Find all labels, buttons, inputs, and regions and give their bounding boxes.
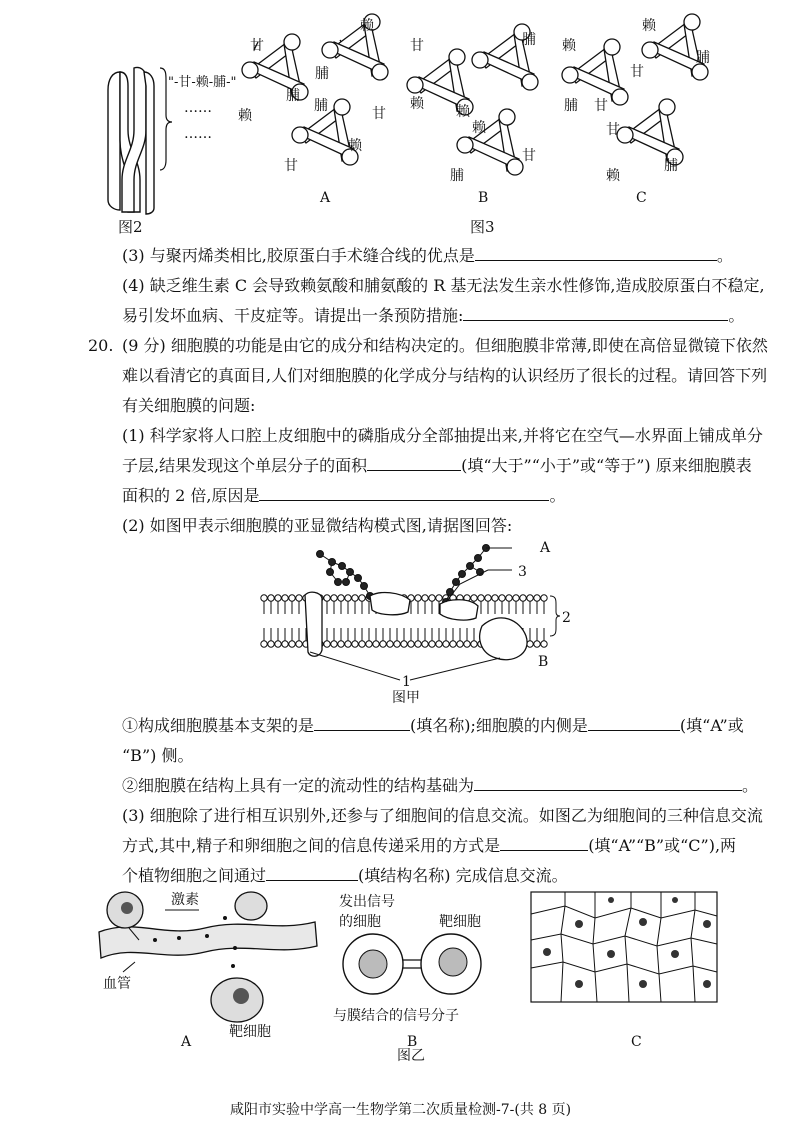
yi-label-a: A bbox=[181, 1034, 192, 1050]
label-B: B bbox=[538, 654, 549, 670]
q20-p1-line1: (1) 科学家将人口腔上皮细胞中的磷脂成分全部抽提出来,并将它在空气—水界面上铺成单分 bbox=[122, 426, 763, 445]
yi-hormone: 激素 bbox=[171, 892, 199, 908]
b-lys-1: 赖 bbox=[410, 96, 424, 112]
label-a: A bbox=[320, 190, 331, 206]
q19-p3: (3) 与聚丙烯类相比,胶原蛋白手术缝合线的优点是 。 bbox=[122, 246, 733, 265]
q20-p3-line3: 个植物细胞之间通过 (填结构名称) 完成信息交流。 bbox=[122, 866, 568, 885]
q20-s1-line1: ①构成细胞膜基本支架的是 (填名称);细胞膜的内侧是 (填“A”或 bbox=[122, 716, 744, 735]
fig-jia-caption: 图甲 bbox=[392, 690, 420, 706]
b-gly-2: 甘 bbox=[522, 148, 536, 164]
c-lys-3: 赖 bbox=[606, 168, 620, 184]
q19-p4-line1: (4) 缺乏维生素 C 会导致赖氨酸和脯氨酸的 R 基无法发生亲水性修饰,造成胶原蛋白不稳定, bbox=[122, 276, 765, 295]
figure-jia bbox=[250, 540, 590, 710]
q20-p2: (2) 如图甲表示细胞膜的亚显微结构模式图,请据图回答: bbox=[122, 516, 513, 535]
q20-p1-line3: 面积的 2 倍,原因是 。 bbox=[122, 486, 566, 505]
figure-2 bbox=[100, 20, 240, 235]
diagram-a bbox=[238, 14, 388, 206]
yi-label-b: B bbox=[407, 1034, 418, 1050]
q19-p3-blank[interactable] bbox=[475, 246, 717, 261]
c-gly-2: 甘 bbox=[630, 64, 644, 80]
yi-vessel: 血管 bbox=[103, 976, 131, 992]
b-pro-1: 脯 bbox=[522, 32, 536, 48]
page-footer: 咸阳市实验中学高一生物学第二次质量检测-7-(共 8 页) bbox=[230, 1102, 572, 1118]
a-lys-2: 赖 bbox=[360, 18, 374, 34]
a-gly-3: 甘 bbox=[284, 158, 298, 174]
c-pro-2: 脯 bbox=[696, 50, 710, 66]
fig2-dots-2: …… bbox=[184, 126, 212, 142]
b-gly-1: 甘 bbox=[410, 38, 424, 54]
fig-yi-caption: 图乙 bbox=[397, 1048, 425, 1064]
q20-p1-blank-1[interactable] bbox=[367, 456, 461, 471]
q20-number: 20. bbox=[88, 336, 114, 355]
b-lys-2: 赖 bbox=[456, 104, 470, 120]
q20-s1-line2: “B”) 侧。 bbox=[122, 746, 194, 765]
c-lys-1: 赖 bbox=[562, 38, 576, 54]
c-gly-1: 甘 bbox=[594, 98, 608, 114]
q20-s2: ②细胞膜在结构上具有一定的流动性的结构基础为 。 bbox=[122, 776, 759, 795]
figure-3 bbox=[230, 10, 710, 235]
a-pro-1: 脯 bbox=[286, 88, 300, 104]
label-b: B bbox=[478, 190, 489, 206]
q20-p3-line1: (3) 细胞除了进行相互识别外,还参与了细胞间的信息交流。如图乙为细胞间的三种信息交流 bbox=[122, 806, 763, 825]
fig2-sequence: "-甘-赖-脯-" bbox=[168, 75, 237, 90]
label-3: 3 bbox=[518, 564, 527, 580]
q20-s1-blank-1[interactable] bbox=[314, 716, 410, 731]
yi-target-a: 靶细胞 bbox=[229, 1024, 271, 1040]
a-pro-3: 脯 bbox=[314, 98, 328, 114]
fig3-caption: 图3 bbox=[470, 218, 495, 236]
label-A: A bbox=[540, 540, 551, 556]
c-gly-3: 甘 bbox=[606, 122, 620, 138]
q20-p3-line2: 方式,其中,精子和卵细胞之间的信息传递采用的方式是 (填“A”“B”或“C”),两 bbox=[122, 836, 737, 855]
b-pro-2: 脯 bbox=[450, 168, 464, 184]
yi-signal-cell-1: 发出信号 bbox=[339, 894, 395, 910]
yi-label-c: C bbox=[631, 1034, 642, 1050]
figure-yi bbox=[95, 888, 725, 1063]
q20-s2-blank[interactable] bbox=[474, 776, 742, 791]
a-gly-1: 甘 bbox=[250, 38, 264, 54]
a-pro-2: 脯 bbox=[315, 66, 329, 82]
a-gly-2: 甘 bbox=[372, 106, 386, 122]
b-lys-3: 赖 bbox=[472, 120, 486, 136]
q20-intro-line3: 有关细胞膜的问题: bbox=[122, 396, 256, 415]
c-pro-1: 脯 bbox=[564, 98, 578, 114]
panel-a bbox=[99, 892, 317, 1050]
c-lys-2: 赖 bbox=[642, 18, 656, 34]
a-lys-3: 赖 bbox=[348, 138, 362, 154]
panel-c bbox=[531, 892, 717, 1050]
yi-signal-cell-2: 的细胞 bbox=[339, 914, 381, 930]
membrane-proteins bbox=[305, 592, 527, 660]
q20-p3-blank-2[interactable] bbox=[266, 866, 358, 881]
fig2-dots-1: …… bbox=[184, 100, 212, 116]
q20-p1-blank-2[interactable] bbox=[259, 486, 549, 501]
q20-p3-blank-1[interactable] bbox=[500, 836, 588, 851]
q19-p4-blank[interactable] bbox=[463, 306, 728, 321]
yi-target-b: 靶细胞 bbox=[439, 914, 481, 930]
q20-p1-line2: 子层,结果发现这个单层分子的面积 (填“大于”“小于”或“等于”) 原来细胞膜表 bbox=[122, 456, 752, 475]
q20-intro-line1: (9 分) 细胞膜的功能是由它的成分和结构决定的。但细胞膜非常薄,即使在高倍显微镜下依然 bbox=[122, 336, 768, 355]
fig2-caption: 图2 bbox=[118, 218, 143, 236]
q20-intro-line2: 难以看清它的真面目,人们对细胞膜的化学成分与结构的认识经历了很长的过程。请回答下列 bbox=[122, 366, 768, 385]
diagram-c bbox=[562, 14, 710, 206]
yi-signal-molecule: 与膜结合的信号分子 bbox=[333, 1008, 459, 1024]
label-2: 2 bbox=[562, 610, 571, 626]
q19-p4-line2: 易引发坏血病、干皮症等。请提出一条预防措施: 。 bbox=[122, 306, 745, 325]
panel-b bbox=[333, 894, 481, 1050]
q20-s1-blank-2[interactable] bbox=[588, 716, 680, 731]
c-pro-3: 脯 bbox=[664, 158, 678, 174]
a-lys-1: 赖 bbox=[238, 108, 252, 124]
label-1: 1 bbox=[402, 674, 411, 690]
diagram-b bbox=[407, 24, 538, 206]
label-c: C bbox=[636, 190, 647, 206]
